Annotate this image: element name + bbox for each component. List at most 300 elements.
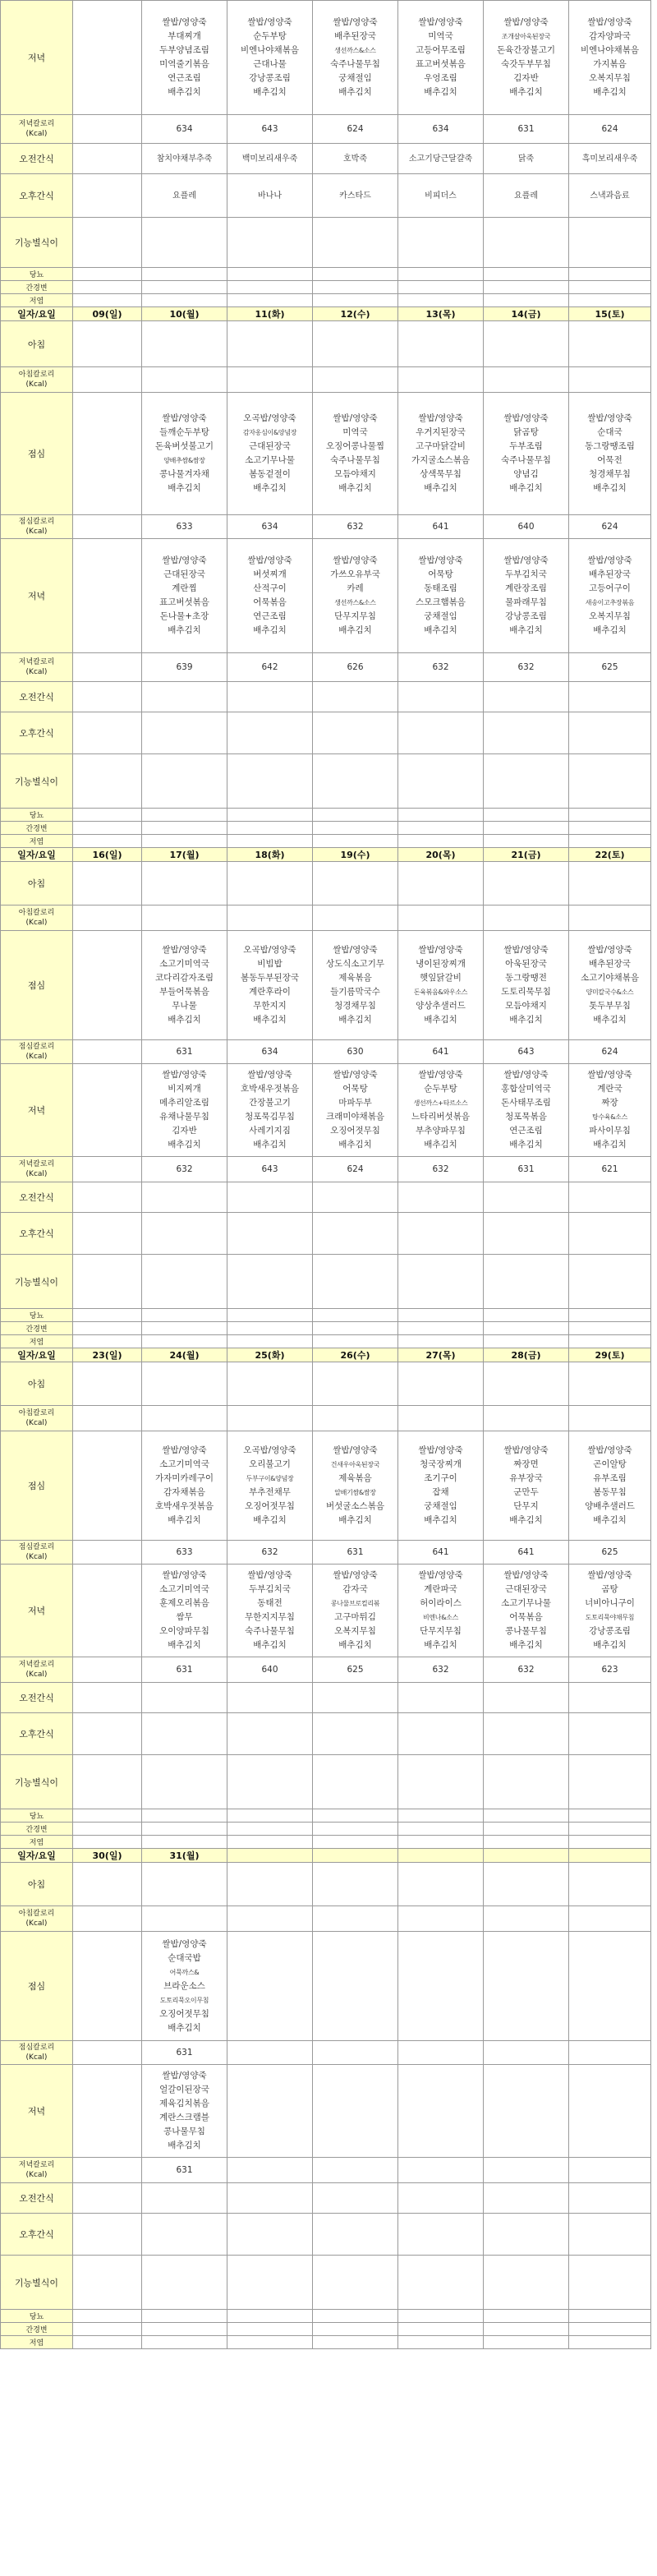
menu-item: 두부김치국 [249, 1584, 291, 1594]
day-header: 18(화) [227, 848, 313, 862]
empty-cell [227, 1335, 313, 1348]
empty-cell [569, 682, 651, 712]
menu-item: 감자양파국 [589, 31, 631, 41]
kcal-cell: 625 [313, 1657, 398, 1683]
snack-cell: 호박죽 [313, 144, 398, 174]
empty-cell [313, 294, 398, 307]
kcal-cell [227, 2158, 313, 2183]
menu-item: 배추김치 [253, 625, 287, 635]
empty-cell [313, 268, 398, 281]
empty-cell [569, 321, 651, 367]
menu-item: 궁채절임 [424, 611, 457, 621]
row-label: 오전간식 [1, 682, 73, 712]
menu-item: 마파두부 [338, 1098, 372, 1108]
dinner-cell [142, 539, 227, 653]
menu-item: 톳두부무침 [589, 1001, 631, 1011]
row-dinner [1, 1064, 651, 1157]
empty-cell [227, 2214, 313, 2256]
menu-item: 계란후라이 [249, 987, 291, 997]
empty-cell [484, 1755, 569, 1809]
menu-item: 연근조림 [168, 73, 201, 83]
empty-cell [313, 321, 398, 367]
menu-item: 배추김치 [424, 1515, 457, 1525]
empty-cell [484, 1182, 569, 1213]
lunch-cell [569, 1431, 651, 1541]
empty-cell [569, 1213, 651, 1255]
menu-item: 계란스크램블 [159, 2113, 209, 2122]
row-diabetic [1, 1309, 651, 1322]
menu-item: 유채나물무침 [159, 1112, 209, 1122]
menu-item: 상도식소고기무 [325, 959, 384, 969]
empty-cell [484, 367, 569, 393]
menu-item: 쌀밥/영양죽 [587, 413, 632, 423]
kcal-cell: 624 [569, 1040, 651, 1064]
empty-cell [484, 2336, 569, 2349]
menu-item: 궁채절임 [338, 73, 372, 83]
menu-item: 닭곰탕 [513, 427, 539, 437]
empty-cell [569, 1182, 651, 1213]
empty-cell [398, 1182, 484, 1213]
empty-cell [73, 1335, 142, 1348]
menu-item: 청경채무침 [334, 1001, 376, 1011]
menu-item: 쌀밥/영양죽 [162, 1070, 207, 1080]
menu-item: 봄동무침 [593, 1487, 627, 1497]
empty-cell [227, 2336, 313, 2349]
row-liver [1, 1823, 651, 1836]
menu-item: 쌀밥/영양죽 [333, 17, 378, 27]
dinner-cell [484, 1064, 569, 1157]
kcal-cell: 634 [227, 515, 313, 539]
row-diabetic [1, 1809, 651, 1823]
empty-cell [142, 2183, 227, 2214]
kcal-cell: 641 [484, 1541, 569, 1564]
menu-item: 배추김치 [424, 1140, 457, 1150]
empty-cell [398, 1406, 484, 1431]
empty-cell [142, 906, 227, 931]
empty-cell [398, 2310, 484, 2323]
empty-cell [484, 1213, 569, 1255]
row-label: 저녁칼로리 (Kcal) [1, 1157, 73, 1182]
menu-item: 배추김치 [338, 1515, 372, 1525]
row-label: 저녁 [1, 1564, 73, 1657]
empty-cell [398, 1823, 484, 1836]
kcal-cell: 640 [227, 1657, 313, 1683]
dinner-cell [484, 2065, 569, 2158]
empty-cell [313, 822, 398, 835]
lunch-cell [398, 393, 484, 515]
empty-cell [398, 281, 484, 294]
empty-cell [313, 754, 398, 809]
menu-item: 상색묵무침 [420, 469, 462, 479]
menu-item: 콩나물무침 [505, 1626, 547, 1636]
row-label: 저녁칼로리 (Kcal) [1, 2158, 73, 2183]
row-breakfast-kcal [1, 906, 651, 931]
menu-item: 생선까스&소스 [334, 599, 376, 606]
menu-item: 순대국 [597, 427, 623, 437]
day-header: 31(월) [142, 1849, 227, 1863]
empty-cell [313, 1335, 398, 1348]
row-lunch-kcal [1, 515, 651, 539]
lunch-cell [73, 1932, 142, 2041]
menu-item: 감자채볶음 [163, 1487, 205, 1497]
row-low-salt [1, 1335, 651, 1348]
menu-item: 배추김치 [593, 483, 627, 493]
menu-item: 배추김치 [424, 1015, 457, 1025]
empty-cell [227, 1182, 313, 1213]
dinner-cell [569, 1, 651, 115]
menu-item: 오징어젓무침 [159, 2008, 209, 2019]
menu-item: 비엔나야채볶음 [240, 45, 299, 55]
dinner-cell [313, 1564, 398, 1657]
empty-cell [313, 712, 398, 754]
menu-item: 얼갈이된장국 [159, 2085, 209, 2094]
empty-cell [398, 862, 484, 906]
empty-cell [142, 1406, 227, 1431]
menu-item: 배추김치 [168, 1140, 201, 1150]
menu-item: 무한지지무침 [245, 1612, 295, 1622]
row-lunch [1, 1431, 651, 1541]
empty-cell [484, 822, 569, 835]
menu-item: 쌈무 [176, 1612, 193, 1622]
lunch-cell [313, 1431, 398, 1541]
row-label: 간경변 [1, 2323, 73, 2336]
empty-cell [484, 682, 569, 712]
empty-cell [227, 1906, 313, 1932]
menu-item: 미역줄기볶음 [159, 59, 209, 69]
menu-item: 쌀밥/영양죽 [418, 555, 463, 565]
lunch-cell [313, 931, 398, 1040]
menu-item: 쌀밥/영양죽 [587, 555, 632, 565]
menu-item: 오복지무침 [589, 73, 631, 83]
empty-cell [484, 906, 569, 931]
menu-item: 제육볶음 [338, 973, 372, 983]
menu-item: 소고기미역국 [159, 959, 209, 969]
row-label: 저염 [1, 294, 73, 307]
row-label: 오후간식 [1, 1213, 73, 1255]
menu-item: 쌀밥/영양죽 [587, 945, 632, 955]
empty-cell [484, 294, 569, 307]
menu-item: 배추김치 [509, 1640, 543, 1650]
kcal-cell: 634 [398, 115, 484, 144]
empty-cell [569, 835, 651, 848]
snack-cell: 참치야채부추죽 [142, 144, 227, 174]
empty-cell [73, 218, 142, 268]
menu-item: 건새우아욱된장국 [330, 1461, 380, 1468]
kcal-cell: 625 [569, 1541, 651, 1564]
row-breakfast [1, 1362, 651, 1406]
kcal-cell: 632 [484, 653, 569, 682]
row-label: 점심칼로리 (Kcal) [1, 515, 73, 539]
menu-item: 고등어구이 [589, 583, 631, 593]
menu-item: 배추김치 [593, 1515, 627, 1525]
menu-item: 연근조림 [253, 611, 287, 621]
menu-item: 오곡밥/영양죽 [243, 945, 296, 955]
empty-cell [569, 294, 651, 307]
day-header [398, 1849, 484, 1863]
day-header: 24(월) [142, 1348, 227, 1362]
empty-cell [142, 822, 227, 835]
empty-cell [484, 1683, 569, 1713]
empty-cell [142, 218, 227, 268]
menu-item: 쌀밥/영양죽 [333, 1570, 378, 1580]
menu-item: 감자옹심이&양념장 [242, 429, 297, 436]
empty-cell [398, 1713, 484, 1755]
row-label: 점심 [1, 931, 73, 1040]
kcal-cell [73, 515, 142, 539]
empty-cell [142, 1713, 227, 1755]
menu-item: 쌀밥/영양죽 [418, 413, 463, 423]
day-header: 20(목) [398, 848, 484, 862]
menu-item: 근대된장국 [505, 1584, 547, 1594]
menu-item: 쌀밥/영양죽 [587, 1445, 632, 1455]
empty-cell [398, 835, 484, 848]
menu-item: 배추김치 [338, 1140, 372, 1150]
row-low-salt [1, 1836, 651, 1849]
empty-cell [569, 1309, 651, 1322]
kcal-cell: 631 [313, 1541, 398, 1564]
row-breakfast-kcal [1, 1906, 651, 1932]
row-pm-snack [1, 1713, 651, 1755]
empty-cell [73, 321, 142, 367]
menu-item: 순두부탕 [424, 1084, 457, 1094]
empty-cell [227, 218, 313, 268]
empty-cell [227, 1406, 313, 1431]
menu-item: 쌀밥/영양죽 [247, 1570, 292, 1580]
row-label: 저녁칼로리 (Kcal) [1, 115, 73, 144]
row-dinner [1, 539, 651, 653]
empty-cell [484, 1406, 569, 1431]
lunch-cell [142, 393, 227, 515]
menu-item: 부추전채무 [249, 1487, 291, 1497]
menu-item: 근대나물 [253, 59, 287, 69]
empty-cell [227, 367, 313, 393]
row-label: 일자/요일 [1, 1849, 73, 1863]
empty-cell [227, 1362, 313, 1406]
menu-item: 어묵탕 [342, 1084, 368, 1094]
empty-cell [484, 2256, 569, 2310]
row-label: 오전간식 [1, 1683, 73, 1713]
kcal-cell [73, 2158, 142, 2183]
menu-item: 단무지무침 [334, 611, 376, 621]
menu-item: 표고버섯볶음 [159, 597, 209, 607]
menu-item: 쌀밥/영양죽 [503, 1570, 549, 1580]
kcal-cell: 624 [313, 1157, 398, 1182]
empty-cell [73, 268, 142, 281]
snack-cell [73, 144, 142, 174]
kcal-cell [398, 2041, 484, 2065]
kcal-cell: 641 [398, 1541, 484, 1564]
menu-item: 어묵볶음 [509, 1612, 543, 1622]
empty-cell [227, 754, 313, 809]
empty-cell [569, 1863, 651, 1906]
menu-item: 오곡밥/영양죽 [243, 1445, 296, 1455]
row-label: 일자/요일 [1, 848, 73, 862]
menu-item: 미역국 [342, 427, 368, 437]
empty-cell [73, 682, 142, 712]
lunch-cell [73, 1431, 142, 1541]
empty-cell [227, 1322, 313, 1335]
empty-cell [142, 2336, 227, 2349]
row-label: 당뇨 [1, 809, 73, 822]
dinner-cell [73, 1, 142, 115]
menu-item: 돈나물+초장 [159, 611, 209, 621]
menu-item: 고등어무조림 [416, 45, 466, 55]
lunch-cell [142, 1431, 227, 1541]
kcal-cell [73, 653, 142, 682]
empty-cell [142, 1213, 227, 1255]
day-header: 19(수) [313, 848, 398, 862]
menu-item: 표고버섯볶음 [416, 59, 466, 69]
menu-item: 우거지된장국 [416, 427, 466, 437]
kcal-cell [398, 2158, 484, 2183]
kcal-cell [569, 2041, 651, 2065]
row-label: 간경변 [1, 1823, 73, 1836]
empty-cell [73, 822, 142, 835]
menu-item: 짜장면 [513, 1459, 539, 1469]
menu-item: 배추김치 [509, 87, 543, 97]
row-label: 오후간식 [1, 1713, 73, 1755]
row-pm-snack [1, 2214, 651, 2256]
day-header: 09(일) [73, 307, 142, 321]
day-header: 28(금) [484, 1348, 569, 1362]
menu-item: 가지굴소스볶음 [411, 455, 470, 465]
lunch-cell [398, 1431, 484, 1541]
empty-cell [569, 1755, 651, 1809]
empty-cell [73, 2183, 142, 2214]
menu-item: 오징어콩나물찜 [325, 441, 384, 451]
menu-item: 계란찜 [172, 583, 197, 593]
empty-cell [569, 1255, 651, 1309]
menu-item: 배추김치 [338, 483, 372, 493]
kcal-cell [227, 2041, 313, 2065]
menu-item: 숙갓두부무침 [501, 59, 551, 69]
row-label: 저녁칼로리 (Kcal) [1, 653, 73, 682]
row-diabetic [1, 2310, 651, 2323]
empty-cell [569, 1823, 651, 1836]
kcal-cell: 631 [142, 2041, 227, 2065]
menu-item: 사레기지짐 [249, 1126, 291, 1136]
empty-cell [73, 1309, 142, 1322]
empty-cell [398, 1809, 484, 1823]
empty-cell [313, 1362, 398, 1406]
menu-item: 돈육간장불고기 [496, 45, 555, 55]
row-breakfast [1, 321, 651, 367]
menu-item: 쌀밥/영양죽 [503, 17, 549, 27]
row-lunch [1, 931, 651, 1040]
row-label: 아침 [1, 1362, 73, 1406]
kcal-cell: 634 [227, 1040, 313, 1064]
empty-cell [398, 218, 484, 268]
menu-item: 어묵전 [597, 455, 623, 465]
row-label: 기능별식이 [1, 754, 73, 809]
row-label: 점심 [1, 1431, 73, 1541]
row-dinner-kcal [1, 1157, 651, 1182]
empty-cell [484, 218, 569, 268]
empty-cell [569, 1683, 651, 1713]
menu-item: 잡채 [432, 1487, 449, 1497]
menu-item: 모듬야채지 [505, 1001, 547, 1011]
row-dinner-kcal [1, 115, 651, 144]
menu-item: 배추김치 [338, 625, 372, 635]
empty-cell [569, 906, 651, 931]
row-breakfast [1, 1863, 651, 1906]
empty-cell [398, 321, 484, 367]
empty-cell [484, 268, 569, 281]
menu-item: 소고기미역국 [159, 1459, 209, 1469]
menu-item: 새송이고추장볶음 [585, 599, 635, 606]
row-label: 저염 [1, 835, 73, 848]
empty-cell [569, 712, 651, 754]
row-label: 기능별식이 [1, 218, 73, 268]
dinner-cell [313, 1, 398, 115]
dinner-cell [313, 539, 398, 653]
menu-item: 감자국 [342, 1584, 368, 1594]
row-label: 당뇨 [1, 2310, 73, 2323]
lunch-cell [142, 1932, 227, 2041]
menu-item: 오징어젓무침 [245, 1501, 295, 1511]
menu-item: 배추김치 [168, 1640, 201, 1650]
menu-item: 강낭콩조림 [249, 73, 291, 83]
kcal-cell: 632 [142, 1157, 227, 1182]
empty-cell [484, 1309, 569, 1322]
row-am-snack [1, 144, 651, 174]
day-header: 26(수) [313, 1348, 398, 1362]
row-am-snack [1, 1683, 651, 1713]
empty-cell [73, 1322, 142, 1335]
empty-cell [313, 809, 398, 822]
empty-cell [569, 1335, 651, 1348]
day-header: 30(일) [73, 1849, 142, 1863]
menu-item: 동그랑땡전 [505, 973, 547, 983]
empty-cell [398, 1362, 484, 1406]
dinner-cell [73, 1564, 142, 1657]
menu-item: 숙주나물무침 [330, 59, 380, 69]
row-label: 간경변 [1, 281, 73, 294]
row-diabetic [1, 809, 651, 822]
empty-cell [73, 1713, 142, 1755]
empty-cell [227, 862, 313, 906]
dinner-cell [73, 539, 142, 653]
empty-cell [227, 1213, 313, 1255]
menu-item: 양배추샐러드 [585, 1501, 635, 1511]
row-label: 아침칼로리 (Kcal) [1, 1906, 73, 1932]
menu-item: 고구마튀김 [334, 1612, 376, 1622]
empty-cell [73, 1823, 142, 1836]
empty-cell [398, 809, 484, 822]
empty-cell [484, 712, 569, 754]
menu-item: 청포묵볶음 [505, 1112, 547, 1122]
menu-item: 들깨순두부탕 [159, 427, 209, 437]
menu-item: 쌀밥/영양죽 [503, 1445, 549, 1455]
row-date-header [1, 1849, 651, 1863]
menu-item: 콩나물겨자채 [159, 469, 209, 479]
menu-item: 쌀밥/영양죽 [247, 17, 292, 27]
empty-cell [398, 1213, 484, 1255]
empty-cell [484, 2323, 569, 2336]
menu-item: 두부김치국 [505, 569, 547, 579]
empty-cell [484, 1713, 569, 1755]
row-pm-snack [1, 174, 651, 218]
menu-item: 쌀밥/영양죽 [587, 1070, 632, 1080]
empty-cell [398, 754, 484, 809]
menu-item: 조기구이 [424, 1473, 457, 1483]
menu-item: 궁채절임 [424, 1501, 457, 1511]
empty-cell [227, 906, 313, 931]
row-low-salt [1, 835, 651, 848]
menu-item: 생선까스+타르소스 [413, 1099, 468, 1107]
kcal-cell: 632 [227, 1541, 313, 1564]
dinner-cell [398, 1564, 484, 1657]
